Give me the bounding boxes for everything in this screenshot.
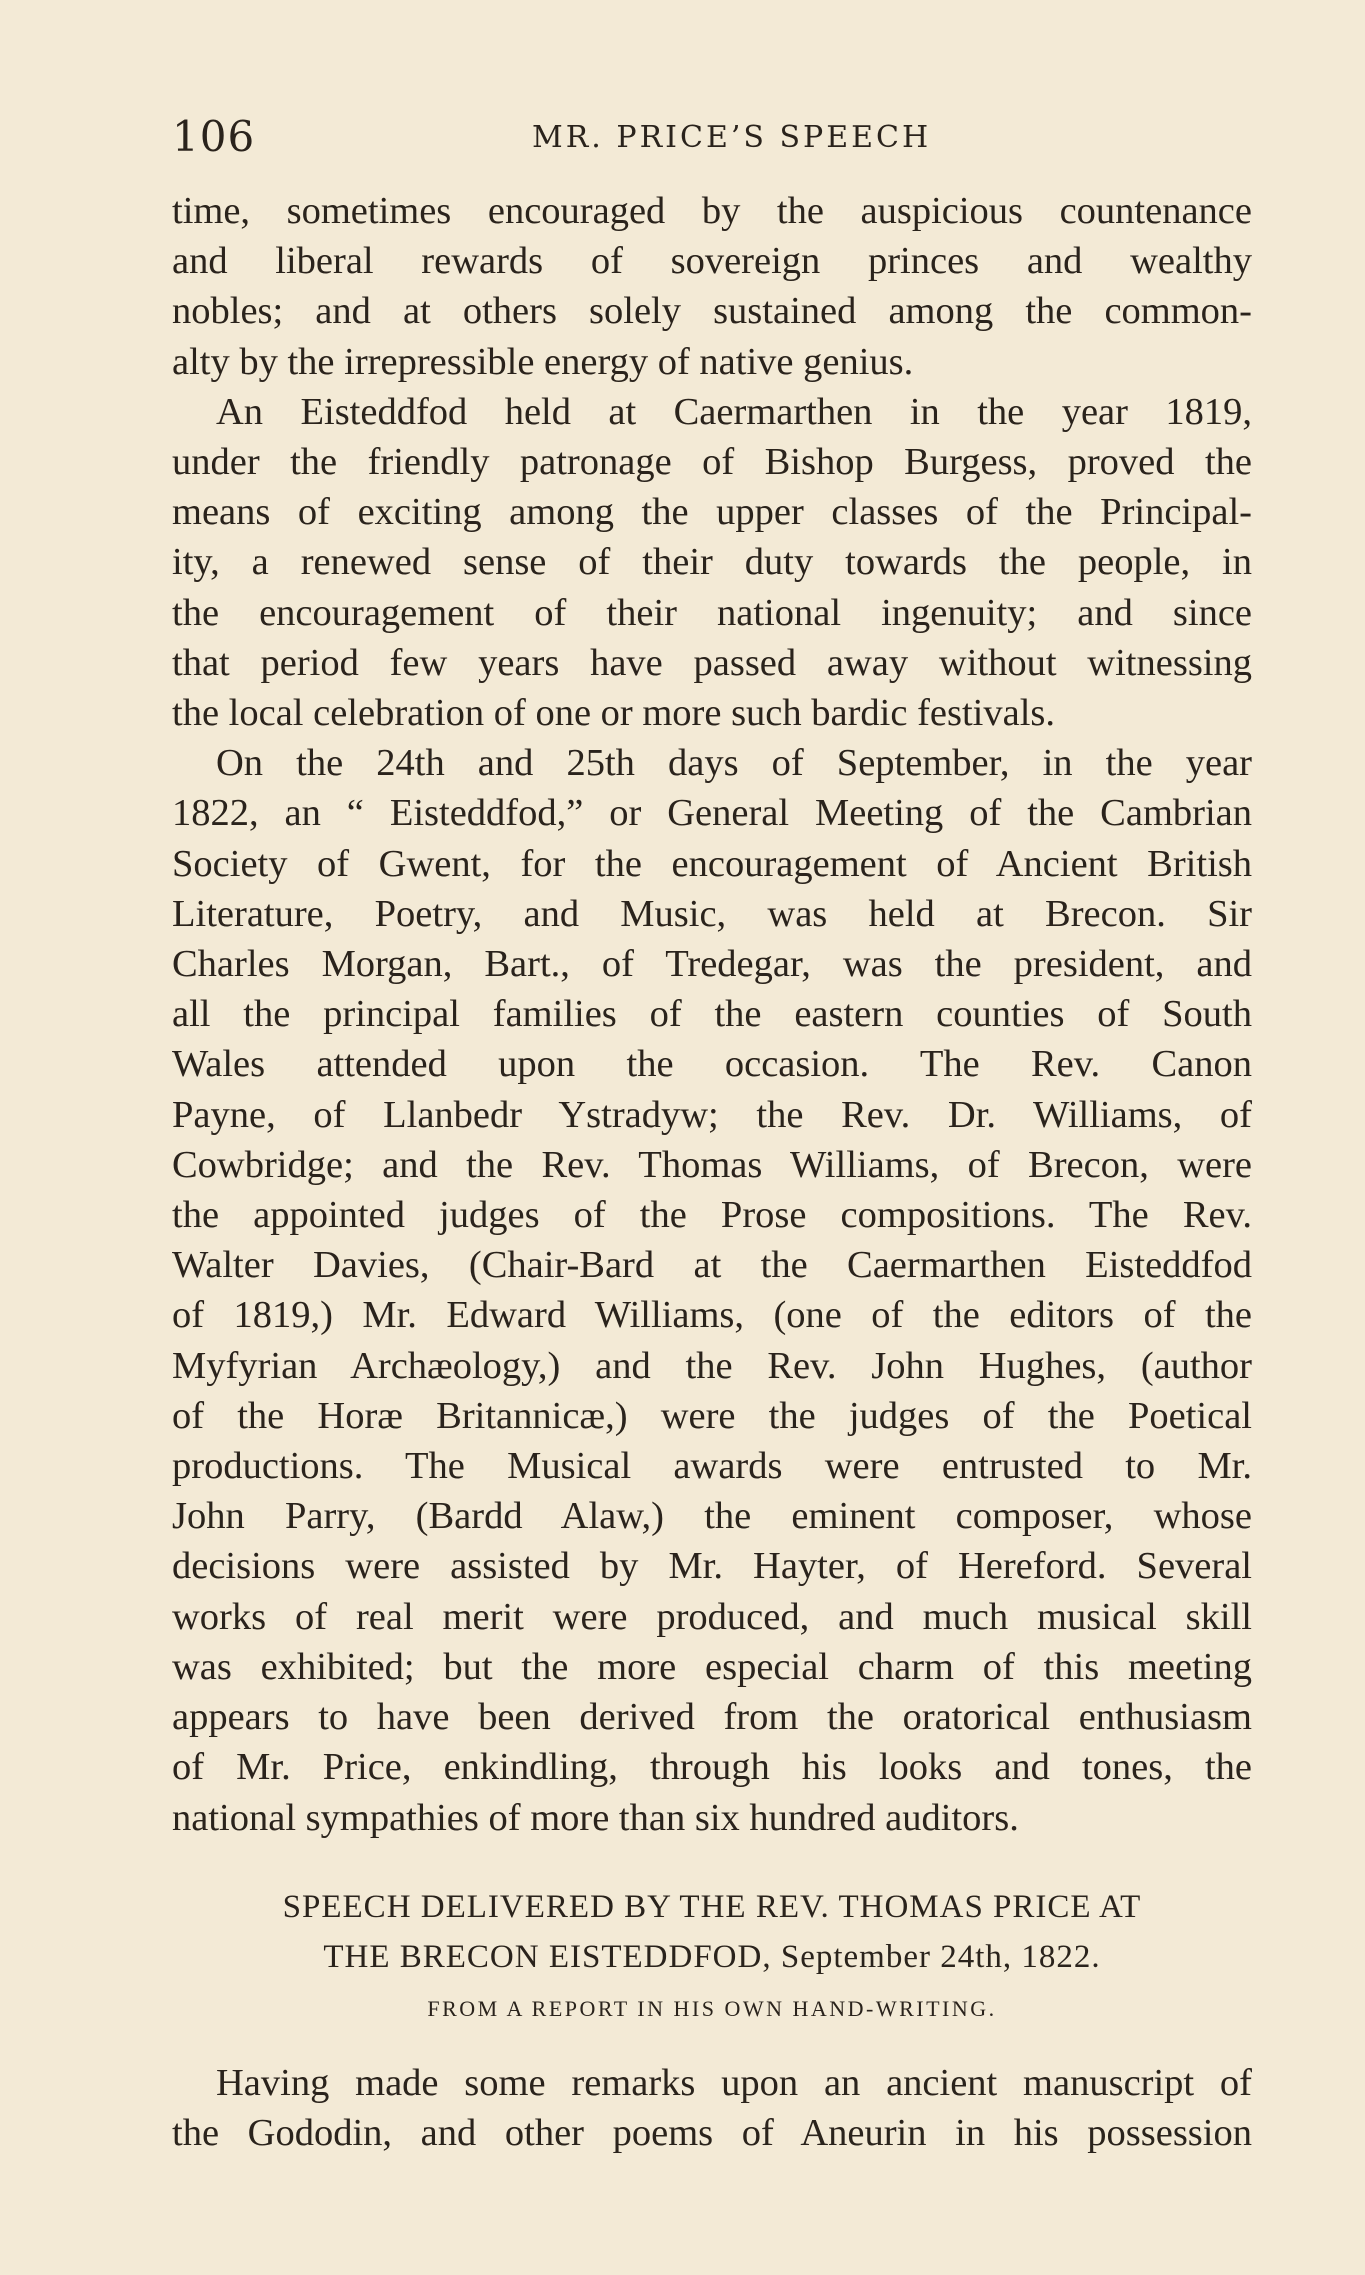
paragraph-2 bbox=[172, 387, 1252, 738]
text-line: Cowbridge; and the Rev. Thomas Williams, of Brecon, were bbox=[172, 1143, 1252, 1186]
text-line: decisions were assisted by Mr. Hayter, of Hereford. Several bbox=[172, 1545, 1252, 1588]
text-line: nobles; and at others solely sustained among the common- bbox=[172, 290, 1252, 333]
page-header bbox=[172, 112, 1252, 172]
text-line: the appointed judges of the Prose compositions. The Rev. bbox=[172, 1194, 1252, 1237]
text-line: John Parry, (Bardd Alaw,) the eminent composer, whose bbox=[172, 1495, 1252, 1538]
text-line: time, sometimes encouraged by the auspicious countenance bbox=[172, 190, 1252, 232]
paragraph-1 bbox=[172, 186, 1252, 387]
text-line: of the Horæ Britannicæ,) were the judges of the Poetical bbox=[172, 1394, 1252, 1437]
text-line: alty by the irrepressible energy of native genius. bbox=[172, 340, 914, 383]
text-line: means of exciting among the upper classes of the Principal- bbox=[172, 491, 1252, 534]
text-line: the local celebration of one or more such bardic festivals. bbox=[172, 692, 1056, 735]
text-line: An Eisteddfod held at Caermarthen in the year 1819, bbox=[216, 390, 1252, 433]
text-line: of 1819,) Mr. Edward Williams, (one of the editors of the bbox=[172, 1294, 1252, 1337]
speech-heading bbox=[172, 1882, 1252, 1982]
speech-heading-line: SPEECH DELIVERED BY THE REV. THOMAS PRICE AT bbox=[282, 1889, 1142, 1925]
text-line: of Mr. Price, enkindling, through his looks and tones, the bbox=[172, 1746, 1252, 1789]
text-line: appears to have been derived from the oratorical enthusiasm bbox=[172, 1696, 1252, 1739]
speech-text bbox=[172, 2058, 1252, 2158]
speech-heading-line: THE BRECON EISTEDDFOD, September 24th, 1822. bbox=[323, 1939, 1101, 1975]
text-line: that period few years have passed away without witnessing bbox=[172, 641, 1252, 684]
text-line: Society of Gwent, for the encouragement of Ancient British bbox=[172, 842, 1252, 885]
running-head: MR. PRICE’S SPEECH bbox=[532, 120, 932, 155]
text-line: under the friendly patronage of Bishop Burgess, proved the bbox=[172, 441, 1252, 484]
text-line: On the 24th and 25th days of September, in the year bbox=[216, 742, 1252, 785]
source-note: FROM A REPORT IN HIS OWN HAND-WRITING. bbox=[427, 1996, 997, 2021]
text-line: Wales attended upon the occasion. The Rev. Canon bbox=[172, 1043, 1252, 1086]
text-line: the encouragement of their national ingenuity; and since bbox=[172, 591, 1252, 634]
text-line: 1822, an “ Eisteddfod,” or General Meeting of the Cambrian bbox=[172, 792, 1252, 835]
body-text bbox=[172, 186, 1252, 1843]
text-line: ity, a renewed sense of their duty towards the people, in bbox=[172, 541, 1252, 584]
page-number: 106 bbox=[172, 112, 256, 161]
text-line: Myfyrian Archæology,) and the Rev. John Hughes, (author bbox=[172, 1344, 1252, 1387]
text-line: the Gododin, and other poems of Aneurin in his possession bbox=[172, 2112, 1252, 2154]
text-line: and liberal rewards of sovereign princes and wealthy bbox=[172, 240, 1252, 283]
text-line: Walter Davies, (Chair-Bard at the Caermarthen Eisteddfod bbox=[172, 1244, 1252, 1287]
text-line: was exhibited; but the more especial charm of this meeting bbox=[172, 1645, 1252, 1688]
text-line: all the principal families of the eastern counties of South bbox=[172, 993, 1252, 1036]
text-line: Payne, of Llanbedr Ystradyw; the Rev. Dr. Williams, of bbox=[172, 1093, 1252, 1136]
text-line: Charles Morgan, Bart., of Tredegar, was the president, and bbox=[172, 943, 1252, 986]
text-line: productions. The Musical awards were entrusted to Mr. bbox=[172, 1445, 1252, 1488]
text-line: Literature, Poetry, and Music, was held at Brecon. Sir bbox=[172, 892, 1252, 935]
text-line: works of real merit were produced, and much musical skill bbox=[172, 1595, 1252, 1638]
text-line: national sympathies of more than six hundred auditors. bbox=[172, 1796, 1019, 1839]
text-line: Having made some remarks upon an ancient manuscript of bbox=[216, 2062, 1252, 2104]
paragraph-3 bbox=[172, 738, 1252, 1842]
